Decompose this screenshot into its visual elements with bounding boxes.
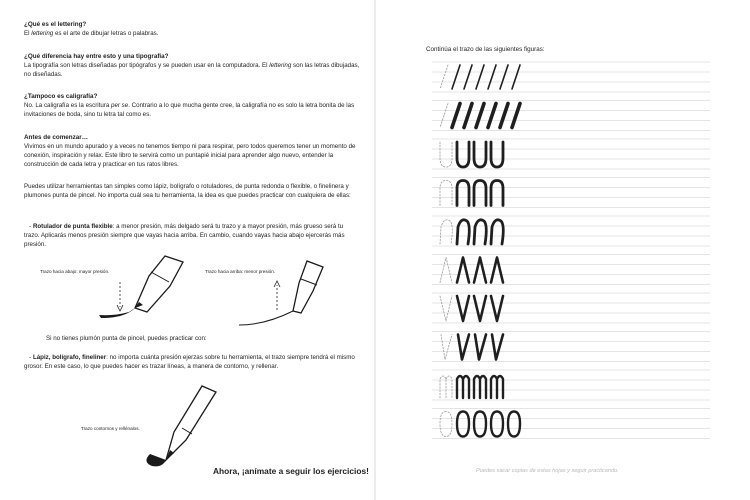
right-page bbox=[376, 0, 750, 500]
slash-thick-stroke bbox=[500, 104, 508, 128]
intro-paragraph: Vivimos en un mundo apurado y a veces no tenemos tiempo ni para respirar, pero todos queremos tener un momento de conexión, inspiración y relax. Este libro te servirá como un puntapié inicial para aprender algo nuevo, entender la construcción de cada letra y practicar en tus ratos libres. bbox=[24, 143, 356, 169]
slash-thick-stroke bbox=[452, 104, 460, 128]
v-stroke-stroke bbox=[492, 335, 503, 360]
n-arch-stroke bbox=[474, 181, 486, 206]
loop-over-stroke bbox=[491, 220, 503, 244]
exercise-prompt: Continúa el trazo de las siguientes figuras: bbox=[426, 46, 545, 53]
zigzag-a-stroke bbox=[474, 258, 486, 283]
faq-lettering bbox=[24, 20, 360, 38]
slash-thin-stroke bbox=[452, 65, 460, 89]
downstroke-marker-illustration bbox=[95, 252, 190, 332]
section-title: Antes de comenzar… bbox=[24, 134, 89, 141]
faq-answer: La tipografía son letras diseñadas por tipógrafos y se pueden usar en la computadora. El lettering son las letras dibujadas, no diseñadas. bbox=[24, 62, 360, 79]
o-oval-stroke bbox=[457, 412, 469, 437]
u-curve-stroke bbox=[474, 142, 486, 167]
zigzag-v-stroke bbox=[491, 296, 503, 321]
loop-over-stroke bbox=[457, 220, 469, 244]
pencil-paragraph: - Lápiz, bolígrafo, fineliner: no importa cuánta presión ejerzas sobre tu herramienta, el trazo siempre tendrá el mismo grosor. En este caso, lo que puedes hacer es trazar líneas, a manera de contorno, y rellenar. bbox=[24, 354, 355, 371]
o-oval-stroke bbox=[508, 412, 520, 437]
fineliner-illustration bbox=[140, 380, 230, 470]
o-oval-stroke bbox=[491, 412, 503, 437]
slash-thin-stroke bbox=[500, 65, 508, 89]
caption-downstroke: Trazo hacia abajo: mayor presión. bbox=[40, 269, 110, 274]
slash-thick-stroke bbox=[476, 104, 484, 128]
flex-marker-paragraph: - Rotulador de punta flexible: a menor presión, más delgado será tu trazo y a mayor presión, más grueso será tu trazo. Aplicarás menos presión siempre que vayas hacia arriba. En cambio, cuando vayas hacia abajo ejercerás más presión. bbox=[24, 223, 345, 249]
caption-outline: Trazo contornos y rellénalos. bbox=[81, 426, 140, 431]
u-curve-stroke bbox=[457, 142, 469, 167]
faq-title: ¿Qué diferencia hay entre esto y una tipografía? bbox=[24, 53, 169, 60]
faq-answer: El lettering es el arte de dibujar letras o palabras. bbox=[24, 30, 159, 37]
v-stroke-stroke bbox=[441, 335, 452, 360]
caption-upstroke: Trazo hacia arriba: menor presión. bbox=[205, 269, 276, 274]
zigzag-a-stroke bbox=[440, 258, 452, 283]
n-arch-stroke bbox=[491, 181, 503, 206]
n-arch-stroke bbox=[440, 181, 452, 206]
o-oval-stroke bbox=[440, 412, 452, 437]
tools-paragraph: Puedes utilizar herramientas tan simples como lápiz, bolígrafo o rotuladores, de punta redonda o flexible, o finelinera y plumones punta de pincel. No importa cuál sea tu herramienta, la idea es que puedes practicar con cualquiera de ellas: bbox=[24, 183, 351, 200]
zigzag-a-stroke bbox=[457, 258, 469, 283]
slash-thick-stroke bbox=[512, 104, 520, 128]
left-page bbox=[0, 0, 374, 500]
faq-answer: No. La caligrafía es la escritura per se. Contrario a lo que mucha gente cree, la caligrafía no es solo la letra bonita de las invitaciones de boda, sino tu letra tal como es. bbox=[24, 102, 355, 119]
loop-over-stroke bbox=[440, 220, 452, 244]
m-double-stroke bbox=[440, 376, 452, 398]
brush-alternative-note: Si no tienes plumón punta de pincel, puedes practicar con: bbox=[46, 335, 207, 342]
zigzag-a-stroke bbox=[491, 258, 503, 283]
faq-tipografia bbox=[24, 52, 360, 79]
m-double-stroke bbox=[457, 376, 469, 398]
upstroke-marker-illustration bbox=[235, 255, 330, 335]
zigzag-v-stroke bbox=[474, 296, 486, 321]
slash-thin-stroke bbox=[512, 65, 520, 89]
v-stroke-stroke bbox=[458, 335, 469, 360]
slash-thin-stroke bbox=[476, 65, 484, 89]
slash-thick-stroke bbox=[440, 104, 448, 128]
zigzag-v-stroke bbox=[440, 296, 452, 321]
faq-title: ¿Tampoco es caligrafía? bbox=[24, 93, 98, 100]
v-stroke-stroke bbox=[475, 335, 486, 360]
closing-message: Ahora, ¡anímate a seguir los ejercicios! bbox=[213, 466, 369, 476]
zigzag-v-stroke bbox=[457, 296, 469, 321]
o-oval-stroke bbox=[474, 412, 486, 437]
slash-thin-stroke bbox=[488, 65, 496, 89]
faq-title: ¿Qué es el lettering? bbox=[24, 21, 87, 28]
u-curve-stroke bbox=[440, 142, 452, 167]
loop-over-stroke bbox=[474, 220, 486, 244]
slash-thick-stroke bbox=[464, 104, 472, 128]
m-double-stroke bbox=[491, 376, 503, 398]
practice-sheet bbox=[376, 0, 750, 500]
intro-section bbox=[24, 133, 360, 169]
slash-thin-stroke bbox=[440, 65, 448, 89]
u-curve-stroke bbox=[491, 142, 503, 167]
slash-thick-stroke bbox=[488, 104, 496, 128]
n-arch-stroke bbox=[457, 181, 469, 206]
footer-note: Puedes sacar copias de estas hojas y seguir practicando. bbox=[476, 468, 619, 474]
slash-thin-stroke bbox=[464, 65, 472, 89]
faq-caligrafia bbox=[24, 92, 360, 119]
m-double-stroke bbox=[474, 376, 486, 398]
